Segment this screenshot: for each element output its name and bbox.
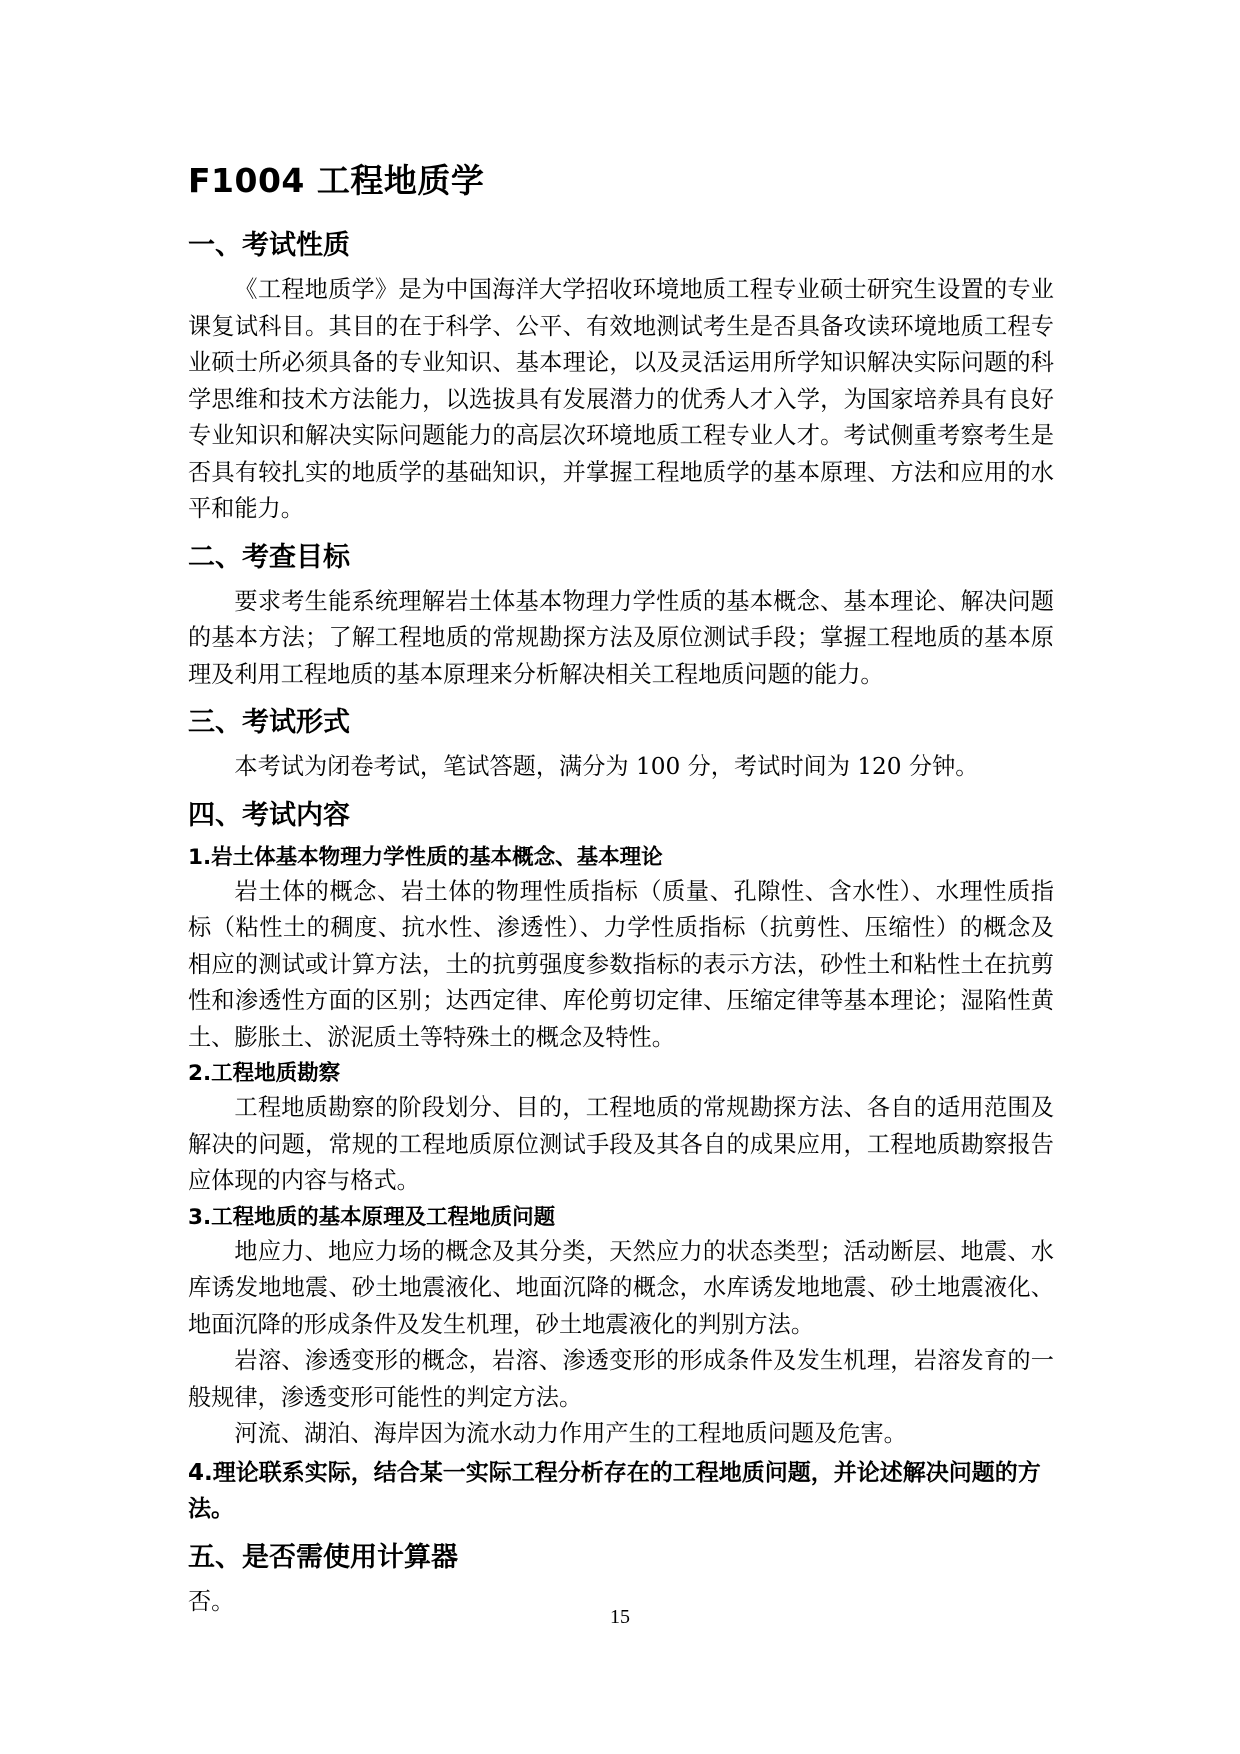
- content-item-3: [188, 1202, 1054, 1453]
- section-exam-objectives: [188, 538, 1054, 694]
- page-content: [188, 158, 1054, 1630]
- item-heading: 2.工程地质勘察: [188, 1061, 341, 1086]
- item-heading: 1.岩土体基本物理力学性质的基本概念、基本理论: [188, 844, 663, 870]
- content-item-1: [188, 842, 1054, 1057]
- document-title: F1004 工程地质学: [188, 161, 485, 200]
- item-paragraph: 工程地质勘察的阶段划分、目的，工程地质的常规勘探方法、各自的适用范围及解决的问题，常规的工程地质原位测试手段及其各自的成果应用，工程地质勘察报告应体现的内容与格式。: [188, 1094, 1054, 1194]
- item-paragraph: 地应力、地应力场的概念及其分类，天然应力的状态类型；活动断层、地震、水库诱发地地震、砂土地震液化、地面沉降的概念，水库诱发地地震、砂土地震液化、地面沉降的形成条件及发生机理，砂土地震液化的判别方法。: [188, 1237, 1054, 1338]
- section-heading: 一、考试性质: [188, 230, 350, 261]
- item-paragraph: 岩溶、渗透变形的概念，岩溶、渗透变形的形成条件及发生机理，岩溶发育的一般规律，渗透变形可能性的判定方法。: [188, 1347, 1054, 1411]
- item-heading: 3.工程地质的基本原理及工程地质问题: [188, 1204, 556, 1230]
- section-heading: 二、考查目标: [188, 541, 350, 573]
- section-heading: 四、考试内容: [188, 799, 350, 831]
- section-heading: 三、考试形式: [188, 707, 350, 738]
- section-paragraph: 要求考生能系统理解岩土体基本物理力学性质的基本概念、基本理论、解决问题的基本方法；了解工程地质的常规勘探方法及原位测试手段；掌握工程地质的基本原理及利用工程地质的基本原理来分析解决相关工程地质问题的能力。: [188, 587, 1054, 688]
- section-heading: 五、是否需使用计算器: [188, 1541, 458, 1573]
- section-exam-content: [188, 796, 1054, 1528]
- item-paragraph: 河流、湖泊、海岸因为流水动力作用产生的工程地质问题及危害。: [234, 1420, 907, 1447]
- content-item-4: [188, 1455, 1054, 1528]
- section-paragraph: 本考试为闭卷考试，笔试答题，满分为 100 分，考试时间为 120 分钟。: [234, 753, 979, 780]
- item-paragraph: 岩土体的概念、岩土体的物理性质指标（质量、孔隙性、含水性）、水理性质指标（粘性土的稠度、抗水性、渗透性）、力学性质指标（抗剪性、压缩性）的概念及相应的测试或计算方法，土的抗剪强度参数指标的表示方法，砂性土和粘性土在抗剪性和渗透性方面的区别；达西定律、库伦剪切定律、压缩定律等基本理论；湿陷性黄土、膨胀土、淤泥质土等特殊土的概念及特性。: [188, 877, 1054, 1051]
- page-number: 15: [610, 1606, 630, 1628]
- content-item-2: [188, 1058, 1054, 1200]
- item-heading: 4.理论联系实际，结合某一实际工程分析存在的工程地质问题，并论述解决问题的方法。: [188, 1459, 1041, 1522]
- section-paragraph: 否。: [188, 1587, 235, 1615]
- section-exam-format: [188, 703, 1054, 786]
- section-paragraph: 《工程地质学》是为中国海洋大学招收环境地质工程专业硕士研究生设置的专业课复试科目。其目的在于科学、公平、有效地测试考生是否具备攻读环境地质工程专业硕士所必须具备的专业知识、基本理论，以及灵活运用所学知识解决实际问题的科学思维和技术方法能力，以选拔具有发展潜力的优秀人才入学，为国家培养具有良好专业知识和解决实际问题能力的高层次环境地质工程专业人才。考试侧重考察考生是否具有较扎实的地质学的基础知识，并掌握工程地质学的基本原理、方法和应用的水平和能力。: [188, 276, 1054, 522]
- section-exam-nature: [188, 226, 1054, 528]
